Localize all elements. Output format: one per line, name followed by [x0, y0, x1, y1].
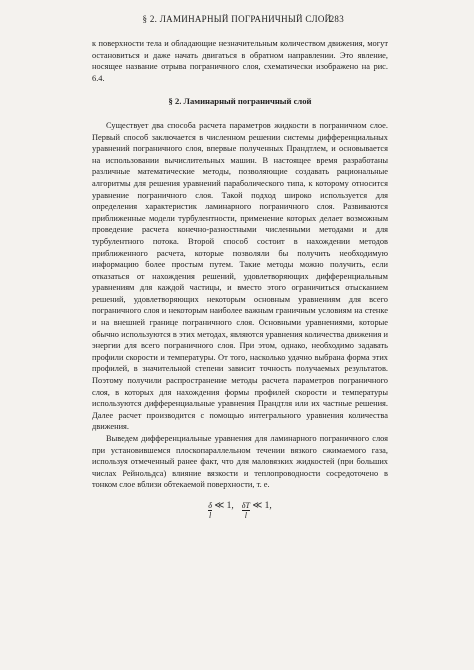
paragraph-derivation: Выведем дифференциальные уравнения для ламинарного пограничного слоя при установившемся плоскопараллельном течении вязкого сжимаемого газа, используя отмеченный ранее факт, что для маловязких жидкостей (при больших числах Рейнольдса) влияние вязкости и теплопроводности сосредоточено в тонком слое вблизи обтекаемой поверхности, т. е.	[92, 434, 388, 490]
section-heading: § 2. Ламинарный пограничный слой	[168, 96, 312, 107]
formula-term-1	[208, 501, 234, 520]
running-head-section: § 2. ЛАМИНАРНЫЙ ПОГРАНИЧНЫЙ СЛОЙ	[142, 14, 332, 24]
fraction-deltaT-over-l	[242, 501, 250, 520]
paragraph-methods: Существует два способа расчета параметров жидкости в пограничном слое. Первый способ заключается в численном решении системы дифференциальных уравнений пограничного слоя, впервые полученных Прандтлем, и основывается на использовании вычислительных машин. В настоящее время разработаны различные математические методы, позволяющие создавать рациональные алгоритмы для решения уравнений параболического типа, к которому относится уравнение пограничного слоя. Такой подход широко используется для определения характеристик ламинарного пограничного слоя. Развиваются приближенные модели турбулентности, применение которых делает возможным проведение расчета конечно-разностными численными методами и для турбулентного потока. Второй способ состоит в нахождении методов приближенного расчета, которые позволяли бы получить необходимую информацию более простым путем. Такие методы можно получить, если отказаться от нахождения решений, удовлетворяющих дифференциальным уравнениям для каждой частицы, и вместо этого ограничиться отысканием решений, удовлетворяющих некоторым основным уравнениям для всего пограничного слоя и некоторым наиболее важным граничным условиям на стенке и на внешней границе пограничного слоя. Основными уравнениями, которые обычно используются в этих методах, являются уравнения количества движения и энергии для всего пограничного слоя. При этом, однако, необходимо задавать профили скорости и температуры. От того, насколько удачно выбрана форма этих профилей, в значительной степени зависит точность получаемых результатов. Поэтому получили распространение методы расчета параметров пограничного слоя, в которых для нахождения формы профилей скорости и температуры используются дифференциальные уравнения Прандтля или их частные решения. Далее расчет производится с помощью интегрального уравнения количества движения.	[92, 120, 388, 432]
fraction-numerator: δ	[208, 500, 212, 510]
paragraph-continuation: к поверхности тела и обладающие незначительным количеством движения, могут остановиться и даже начать двигаться в обратном направлении. Это явление, носящее название отрыва пограничного слоя, схематически изображено на рис. 6.4.	[92, 39, 388, 83]
fraction-delta-over-l	[208, 501, 212, 520]
running-head	[0, 14, 474, 28]
page-body	[92, 38, 388, 520]
fraction-denominator: l	[244, 510, 247, 520]
fraction-numerator: δT	[241, 500, 250, 510]
relation-much-less: ≪ 1,	[252, 500, 272, 511]
formula-term-2	[242, 501, 272, 520]
page-number: 283	[329, 14, 344, 24]
formula-thin-layer	[92, 501, 388, 520]
relation-much-less: ≪ 1,	[214, 500, 234, 511]
fraction-denominator: l	[208, 510, 212, 520]
